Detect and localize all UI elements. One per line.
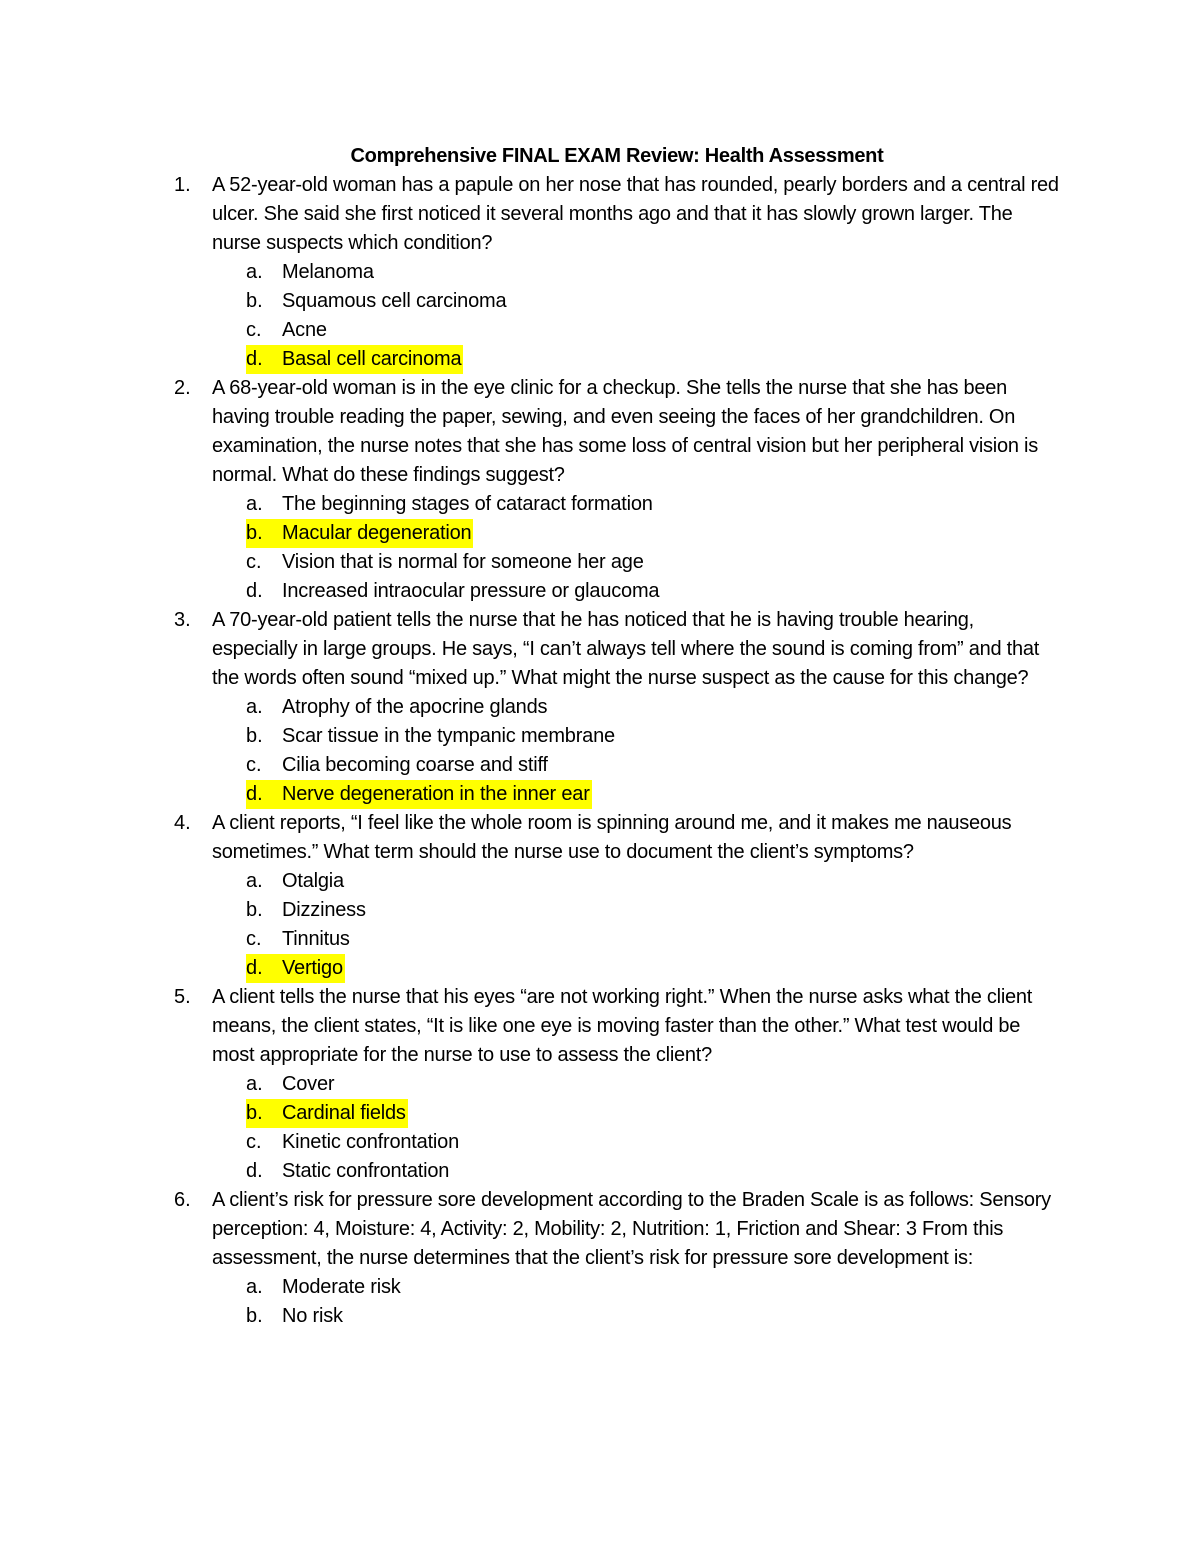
answer-option-letter: b. <box>246 1305 263 1327</box>
answer-option-text: Basal cell carcinoma <box>282 348 462 370</box>
answer-option-5-3 <box>170 1128 1060 1157</box>
answer-option-content <box>246 1157 451 1186</box>
answer-options <box>170 490 1060 606</box>
answer-option-3-1 <box>170 693 1060 722</box>
answer-option-2-4 <box>170 577 1060 606</box>
answer-option-text: The beginning stages of cataract formation <box>282 493 653 515</box>
answer-option-3-2 <box>170 722 1060 751</box>
highlighted-correct-answer <box>246 519 473 548</box>
question-item-4 <box>170 809 1060 983</box>
answer-option-3-3 <box>170 751 1060 780</box>
answer-option-letter: c. <box>246 1131 262 1153</box>
answer-option-letter: d. <box>246 580 263 602</box>
answer-option-text: Cardinal fields <box>282 1102 406 1124</box>
question-number: 6. <box>174 1189 191 1211</box>
question-list <box>170 171 1060 1331</box>
highlighted-correct-answer <box>246 780 592 809</box>
answer-option-content <box>246 1273 403 1302</box>
answer-option-letter: c. <box>246 928 262 950</box>
answer-option-text: Scar tissue in the tympanic membrane <box>282 725 615 747</box>
answer-option-text: Nerve degeneration in the inner ear <box>282 783 590 805</box>
question-number: 5. <box>174 986 191 1008</box>
answer-options <box>170 1273 1060 1331</box>
answer-option-text: Kinetic confrontation <box>282 1131 460 1153</box>
answer-option-2-3 <box>170 548 1060 577</box>
answer-option-text: Static confrontation <box>282 1160 450 1182</box>
answer-option-text: Melanoma <box>282 261 374 283</box>
answer-option-letter: b. <box>246 725 263 747</box>
answer-option-text: Acne <box>282 319 327 341</box>
answer-option-5-2 <box>170 1099 1060 1128</box>
highlighted-correct-answer <box>246 345 463 374</box>
question-text: A 68-year-old woman is in the eye clinic for a checkup. She tells the nurse that she has been having trouble reading the paper, sewing, and even seeing the faces of her grandchildren. On examination, the nurse notes that she has some loss of central vision but her peripheral vision is normal. What do these findings suggest? <box>212 377 1038 486</box>
answer-option-5-1 <box>170 1070 1060 1099</box>
answer-option-text: Vision that is normal for someone her age <box>282 551 644 573</box>
answer-option-content <box>246 577 661 606</box>
answer-option-text: Cilia becoming coarse and stiff <box>282 754 548 776</box>
answer-option-content <box>246 722 617 751</box>
answer-option-content <box>246 287 508 316</box>
answer-option-content <box>246 693 549 722</box>
question-item-2 <box>170 374 1060 606</box>
answer-options <box>170 1070 1060 1186</box>
answer-option-letter: a. <box>246 870 263 892</box>
question-text: A 70-year-old patient tells the nurse that he has noticed that he is having trouble hearing, especially in large groups. He says, “I can’t always tell where the sound is coming from” and that the words often sound “mixed up.” What might the nurse suspect as the cause for this change? <box>212 609 1040 689</box>
answer-option-6-2 <box>170 1302 1060 1331</box>
answer-option-text: Increased intraocular pressure or glaucoma <box>282 580 660 602</box>
answer-option-content <box>246 258 376 287</box>
answer-option-letter: a. <box>246 1276 263 1298</box>
answer-options <box>170 693 1060 809</box>
question-text: A client reports, “I feel like the whole room is spinning around me, and it makes me nauseous sometimes.” What term should the nurse use to document the client’s symptoms? <box>212 812 1012 863</box>
answer-option-1-3 <box>170 316 1060 345</box>
answer-option-letter: a. <box>246 493 263 515</box>
answer-option-content <box>246 1128 461 1157</box>
answer-option-letter: a. <box>246 1073 263 1095</box>
question-item-3 <box>170 606 1060 809</box>
answer-option-text: Atrophy of the apocrine glands <box>282 696 548 718</box>
answer-option-4-4 <box>170 954 1060 983</box>
answer-option-letter: b. <box>246 899 263 921</box>
answer-option-4-2 <box>170 896 1060 925</box>
answer-option-text: Macular degeneration <box>282 522 472 544</box>
question-item-5 <box>170 983 1060 1186</box>
answer-option-content <box>246 490 655 519</box>
answer-option-letter: a. <box>246 261 263 283</box>
answer-option-6-1 <box>170 1273 1060 1302</box>
answer-option-letter: c. <box>246 754 262 776</box>
question-number: 4. <box>174 812 191 834</box>
highlighted-correct-answer <box>246 954 345 983</box>
question-number: 1. <box>174 174 191 196</box>
answer-option-text: Squamous cell carcinoma <box>282 290 507 312</box>
answer-option-1-2 <box>170 287 1060 316</box>
answer-option-letter: d. <box>246 348 263 370</box>
answer-option-3-4 <box>170 780 1060 809</box>
question-item-1 <box>170 171 1060 374</box>
answer-option-1-1 <box>170 258 1060 287</box>
highlighted-correct-answer <box>246 1099 408 1128</box>
answer-option-content <box>246 896 368 925</box>
answer-option-text: Otalgia <box>282 870 344 892</box>
answer-option-1-4 <box>170 345 1060 374</box>
question-text: A client tells the nurse that his eyes “are not working right.” When the nurse asks what the client means, the client states, “It is like one eye is moving faster than the other.” What test would be most appropriate for the nurse to use to assess the client? <box>212 986 1033 1066</box>
answer-option-text: Dizziness <box>282 899 366 921</box>
answer-option-letter: d. <box>246 1160 263 1182</box>
answer-option-2-1 <box>170 490 1060 519</box>
answer-option-4-1 <box>170 867 1060 896</box>
answer-option-content <box>246 1070 336 1099</box>
answer-options <box>170 867 1060 983</box>
question-text: A 52-year-old woman has a papule on her nose that has rounded, pearly borders and a central red ulcer. She said she first noticed it several months ago and that it has slowly grown larger. The nurse suspects which condition? <box>212 174 1059 254</box>
answer-option-content <box>246 1302 345 1331</box>
answer-option-2-2 <box>170 519 1060 548</box>
document-title: Comprehensive FINAL EXAM Review: Health Assessment <box>350 145 884 167</box>
question-number: 3. <box>174 609 191 631</box>
answer-option-text: Moderate risk <box>282 1276 401 1298</box>
question-text: A client’s risk for pressure sore development according to the Braden Scale is as follows: Sensory perception: 4, Moisture: 4, Activity: 2, Mobility: 2, Nutrition: 1, Friction and Shear: 3 From this assessment, the nurse determines that the client’s risk for pressure sore development is: <box>212 1189 1051 1269</box>
answer-option-letter: d. <box>246 783 263 805</box>
answer-option-letter: a. <box>246 696 263 718</box>
answer-option-5-4 <box>170 1157 1060 1186</box>
question-item-6 <box>170 1186 1060 1331</box>
answer-option-text: Vertigo <box>282 957 343 979</box>
answer-option-letter: c. <box>246 319 262 341</box>
question-number: 2. <box>174 377 191 399</box>
answer-option-content <box>246 925 352 954</box>
answer-option-letter: d. <box>246 957 263 979</box>
answer-option-letter: c. <box>246 551 262 573</box>
answer-option-letter: b. <box>246 290 263 312</box>
answer-option-text: No risk <box>282 1305 343 1327</box>
answer-option-content <box>246 316 329 345</box>
answer-option-text: Tinnitus <box>282 928 350 950</box>
answer-options <box>170 258 1060 374</box>
answer-option-letter: b. <box>246 1102 263 1124</box>
answer-option-content <box>246 548 646 577</box>
answer-option-content <box>246 751 550 780</box>
answer-option-text: Cover <box>282 1073 335 1095</box>
answer-option-content <box>246 867 346 896</box>
answer-option-letter: b. <box>246 522 263 544</box>
answer-option-4-3 <box>170 925 1060 954</box>
